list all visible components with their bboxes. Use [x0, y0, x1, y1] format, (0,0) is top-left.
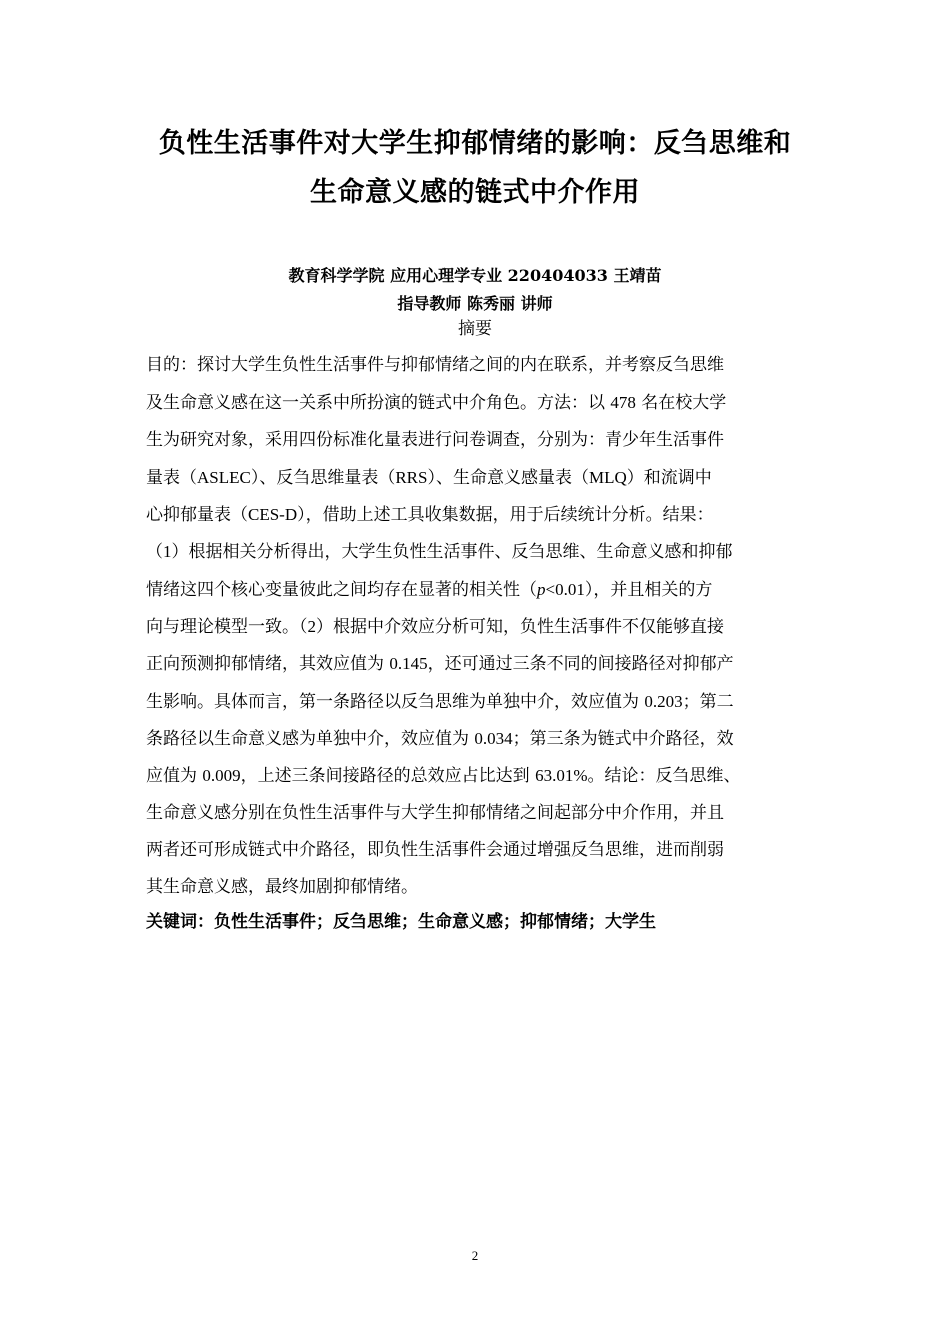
keywords-line: 关键词：负性生活事件；反刍思维；生命意义感；抑郁情绪；大学生 [146, 912, 656, 932]
abstract-number: 478 [610, 393, 636, 413]
abstract-line [146, 795, 836, 832]
abstract-text: ）、生命意义感量表（ [427, 467, 589, 488]
abstract-body [146, 347, 836, 906]
abstract-text: ）根据相关分析得出，大学生负性生活事件、反刍思维、生命意义感和抑郁 [171, 542, 733, 563]
abstract-text: ；第三条为链式中介路径，效 [512, 728, 734, 749]
abstract-line [146, 422, 836, 459]
abstract-text: ）和流调中 [626, 467, 712, 488]
abstract-number: 0.145 [389, 654, 428, 674]
abstract-text: 两者还可形成链式中介路径，即负性生活事件会通过增强反刍思维，进而削弱 [146, 839, 724, 860]
abstract-text: ，上述三条间接路径的总效应占比达到 [240, 766, 536, 787]
abstract-line [146, 608, 836, 645]
abstract-text: 其生命意义感，最终加剧抑郁情绪。 [146, 877, 418, 898]
abstract-text: 向与理论模型一致。（ [146, 617, 308, 638]
abstract-text: 条路径以生命意义感为单独中介，效应值为 [146, 728, 475, 749]
abstract-line [146, 832, 836, 869]
author-byline: 教育科学学院 应用心理学专业 220404033 王靖苗 [288, 266, 662, 285]
abstract-line [146, 533, 836, 570]
abstract-line [146, 645, 836, 682]
abstract-number: 2 [307, 617, 316, 637]
abstract-text: 。结论：反刍思维、 [587, 766, 741, 787]
abstract-term: RRS [395, 467, 428, 487]
abstract-text: 名在校大学 [635, 393, 727, 414]
abstract-text: 生命意义感分别在负性生活事件与大学生抑郁情绪之间起部分中介作用，并且 [146, 802, 724, 823]
abstract-text: ）根据中介效应分析可知，负性生活事件不仅能够直接 [316, 617, 724, 638]
abstract-number: <0.01 [545, 579, 585, 599]
abstract-heading: 摘要 [458, 319, 492, 339]
abstract-number: 0.034 [474, 728, 513, 748]
abstract-text: ；第二 [682, 691, 734, 712]
abstract-text: ，还可通过三条不同的间接路径对抑郁产 [427, 654, 734, 675]
abstract-term: ASLEC [197, 467, 251, 487]
abstract-line [146, 496, 836, 533]
abstract-text: 心抑郁量表（ [146, 505, 248, 526]
advisor-byline: 指导教师 陈秀丽 讲师 [397, 294, 553, 313]
abstract-line [146, 384, 836, 421]
abstract-term: CES-D [248, 505, 298, 525]
page-number: 2 [471, 1248, 479, 1263]
paper-title-line-1: 负性生活事件对大学生抑郁情绪的影响：反刍思维和 [158, 128, 792, 159]
abstract-text: ）、反刍思维量表（ [250, 467, 396, 488]
abstract-text: 目的：探讨大学生负性生活事件与抑郁情绪之间的内在联系，并考察反刍思维 [146, 355, 724, 375]
abstract-line [146, 459, 836, 496]
abstract-text: 情绪这四个核心变量彼此之间均存在显著的相关性（ [146, 579, 537, 600]
abstract-number: 1 [163, 542, 172, 562]
abstract-text: ），并且相关的方 [584, 579, 713, 600]
abstract-number: 63.01% [535, 766, 588, 786]
abstract-line [146, 571, 836, 608]
abstract-line [146, 683, 836, 720]
abstract-text: （ [146, 542, 163, 563]
abstract-line [146, 757, 836, 794]
abstract-number: 0.009 [202, 766, 241, 786]
abstract-text: 及生命意义感在这一关系中所扮演的链式中介角色。方法：以 [146, 393, 611, 414]
abstract-line [146, 869, 836, 906]
abstract-text: 生为研究对象，采用四份标准化量表进行问卷调查，分别为：青少年生活事件 [146, 429, 724, 450]
abstract-line [146, 347, 836, 384]
abstract-text: 生影响。具体而言，第一条路径以反刍思维为单独中介，效应值为 [146, 691, 645, 712]
abstract-text: 应值为 [146, 766, 203, 787]
abstract-term: MLQ [588, 467, 627, 487]
abstract-text: 正向预测抑郁情绪，其效应值为 [146, 654, 390, 675]
abstract-line [146, 720, 836, 757]
abstract-text: ），借助上述工具收集数据，用于后续统计分析。结果： [297, 505, 714, 526]
abstract-text: 量表（ [146, 467, 197, 488]
abstract-p-symbol: p [537, 579, 546, 599]
abstract-number: 0.203 [644, 691, 683, 711]
paper-title-line-2: 生命意义感的链式中介作用 [310, 177, 640, 208]
